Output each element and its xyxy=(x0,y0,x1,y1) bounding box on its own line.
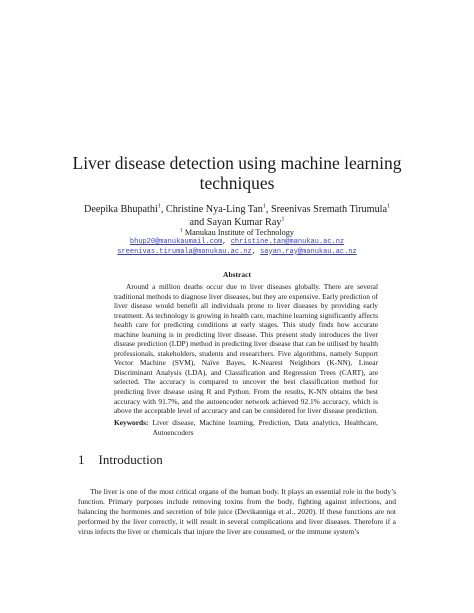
author-3: Sreenivas Sremath Tirumula$^1$ xyxy=(271,203,391,215)
email-link-4[interactable]: sayan.ray@manukau.ac.nz xyxy=(260,247,357,256)
author-2: Christine Nya-Ling Tan$^1$, xyxy=(165,203,271,215)
author-4: and Sayan Kumar Ray$^1$ xyxy=(189,216,285,228)
title-line-1: Liver disease detection using machine learning xyxy=(72,153,402,173)
title-line-2: techniques xyxy=(199,173,275,193)
abstract-body: Around a million deaths occur due to liver diseases globally. There are several traditional methods to diagnose liver diseases, but they are expensive. Early prediction of liver disease would benefit all individuals prone to liver diseases by providing early treatment. As technology is growing in health care, machine learning significantly affects health care for predicting conditions at early stages. This study finds how accurate machine learning is in predicting liver disease. This present study introduces the liver disease prediction (LDP) method in predicting liver disease that can be utilised by health professionals, stakeholders, students and researchers. Five algorithms, namely Support Vector Machine (SVM), Naïve Bayes, K-Nearest Neighbors (K-NN), Linear Discriminant Analysis (LDA), and Classification and Regression Trees (CART), are selected. The accuracy is compared to uncover the best classification method for predicting liver disease using R and Python. From the results, K-NN obtains the best accuracy with 91.7%, and the autoencoder network achieved 92.1% accuracy, which is above the acceptable level of accuracy and can be considered for liver disease prediction. xyxy=(114,282,378,416)
email-link-1[interactable]: bhup20@manukaumail.com xyxy=(129,238,223,246)
email-link-3[interactable]: sreenivas.tirumala@manukau.ac.nz xyxy=(117,247,252,256)
paper-title xyxy=(40,153,434,193)
author-list xyxy=(30,203,444,229)
keywords-label: Keywords: xyxy=(114,418,149,427)
abstract-heading: Abstract xyxy=(223,270,251,279)
section-title: Introduction xyxy=(98,452,163,467)
section-heading-introduction xyxy=(78,452,163,468)
author-emails: bhup20@manukaumail.com, christine.tan@manukau.ac.nz sreenivas.tirumala@manukau.ac.nz, sayan.ray@manukau.ac.nz xyxy=(117,238,357,256)
affiliation-name: Manukau Institute of Technology xyxy=(184,228,294,237)
keywords-list: Liver disease, Machine learning, Prediction, Data analytics, Healthcare, Autoencoders xyxy=(152,418,378,437)
email-link-2[interactable]: christine.tan@manukau.ac.nz xyxy=(230,238,345,246)
affiliation-mark: 1 xyxy=(180,227,183,234)
keywords-block xyxy=(114,418,378,437)
section-number: 1 xyxy=(78,452,85,467)
introduction-paragraph: The liver is one of the most critical organs of the human body. It plays an essential role in the body’s function. Primary purposes include removing toxins from the body, fighting against infections, and balancing the hormones and secretion of bile juice (Devikanniga et al., 2020). If these functions are not performed by the liver correctly, it will result in several complications and liver diseases. Therefore if a virus infects the liver or chemicals that injure the liver are consumed, or the immune system’s xyxy=(78,487,396,536)
affiliation xyxy=(40,228,434,238)
author-1: Deepika Bhupathi$^1$, xyxy=(83,203,166,215)
